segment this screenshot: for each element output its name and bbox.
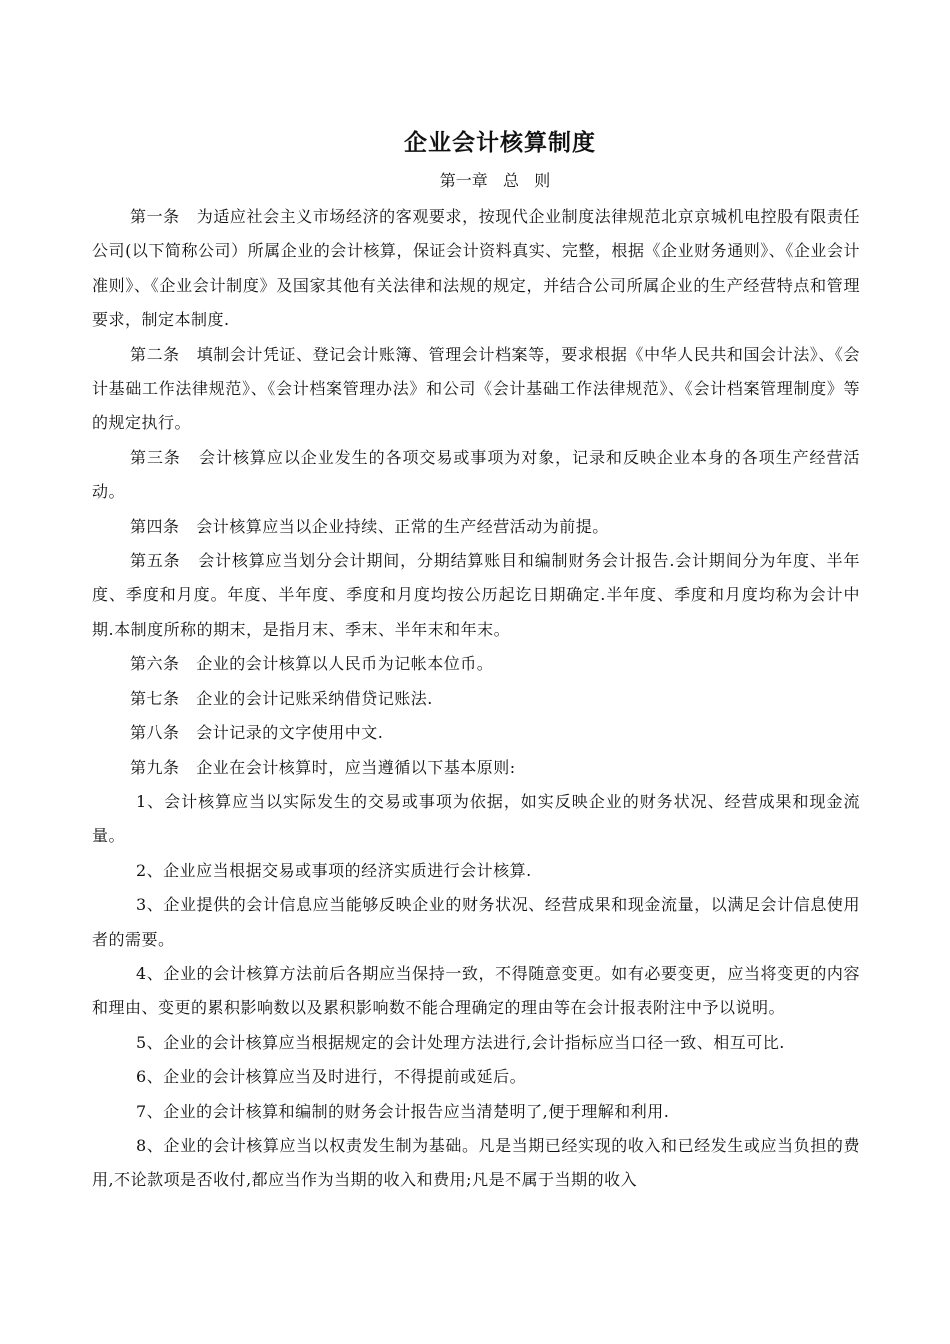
article-4 bbox=[92, 510, 860, 544]
principle-item: 1、会计核算应当以实际发生的交易或事项为依据，如实反映企业的财务状况、经营成果和现金流量。 bbox=[92, 791, 860, 846]
article-7 bbox=[92, 682, 860, 716]
article-1 bbox=[92, 200, 860, 338]
article-label: 第八条 bbox=[130, 723, 180, 743]
article-text: 会计核算应当以企业持续、正常的生产经营活动为前提。 bbox=[196, 516, 609, 536]
article-label: 第一条 bbox=[130, 207, 180, 226]
article-5 bbox=[92, 544, 860, 647]
article-2 bbox=[92, 338, 860, 441]
article-label: 第四条 bbox=[130, 516, 180, 536]
article-label: 第三条 bbox=[130, 447, 181, 467]
chapter-heading: 第一章 总 则 bbox=[439, 171, 551, 190]
article-8 bbox=[92, 716, 860, 750]
article-6 bbox=[92, 647, 860, 681]
article-label: 第七条 bbox=[130, 688, 180, 708]
article-label: 第九条 bbox=[130, 757, 180, 777]
article-label: 第二条 bbox=[130, 344, 180, 364]
article-3 bbox=[92, 441, 860, 510]
document-body bbox=[92, 200, 860, 1198]
article-label: 第五条 bbox=[130, 551, 181, 571]
document-title: 企业会计核算制度 bbox=[404, 130, 596, 156]
principle-item: 8、企业的会计核算应当以权责发生制为基础。凡是当期已经实现的收入和已经发生或应当负担的费用,不论款项是否收付,都应当作为当期的收入和费用;凡是不属于当期的收入 bbox=[92, 1135, 860, 1190]
article-label: 第六条 bbox=[130, 654, 180, 674]
article-text: 为适应社会主义市场经济的客观要求，按现代企业制度法律规范北京京城机电控股有限责任公司(以下简称公司）所属企业的会计核算，保证会计资料真实、完整，根据《企业财务通则》、《企业会计准则》、《企业会计制度》及国家其他有关法律和法规的规定，并结合公司所属企业的生产经营特点和管理要求，制定本制度. bbox=[92, 207, 860, 330]
article-text: 会计核算应以企业发生的各项交易或事项为对象，记录和反映企业本身的各项生产经营活动。 bbox=[92, 447, 860, 502]
principle-item: 3、企业提供的会计信息应当能够反映企业的财务状况、经营成果和现金流量，以满足会计信息使用者的需要。 bbox=[92, 895, 860, 949]
article-text: 会计核算应当划分会计期间，分期结算账目和编制财务会计报告.会计期间分为年度、半年度、季度和月度。年度、半年度、季度和月度均按公历起讫日期确定.半年度、季度和月度均称为会计中期.本制度所称的期末，是指月末、季末、半年末和年末。 bbox=[92, 551, 860, 639]
article-text: 企业的会计记账采纳借贷记账法. bbox=[196, 688, 433, 708]
principle-item: 2、企业应当根据交易或事项的经济实质进行会计核算. bbox=[136, 860, 532, 880]
article-9 bbox=[92, 751, 860, 785]
article-text: 企业的会计核算以人民币为记帐本位币。 bbox=[196, 654, 494, 674]
principle-item: 4、企业的会计核算方法前后各期应当保持一致，不得随意变更。如有必要变更，应当将变更的内容和理由、变更的累积影响数以及累积影响数不能合理确定的理由等在会计报表附注中予以说明。 bbox=[92, 963, 860, 1018]
principle-item: 6、企业的会计核算应当及时进行，不得提前或延后。 bbox=[136, 1067, 527, 1087]
article-text: 会计记录的文字使用中文. bbox=[196, 723, 384, 743]
principle-item: 7、企业的会计核算和编制的财务会计报告应当清楚明了,便于理解和利用. bbox=[136, 1101, 670, 1121]
article-text: 填制会计凭证、登记会计账簿、管理会计档案等，要求根据《中华人民共和国会计法》、《会计基础工作法律规范》、《会计档案管理办法》和公司《会计基础工作法律规范》、《会计档案管理制度》等的规定执行。 bbox=[92, 344, 860, 433]
article-text: 企业在会计核算时，应当遵循以下基本原则: bbox=[196, 757, 516, 777]
principle-item: 5、企业的会计核算应当根据规定的会计处理方法进行,会计指标应当口径一致、相互可比. bbox=[136, 1032, 785, 1052]
